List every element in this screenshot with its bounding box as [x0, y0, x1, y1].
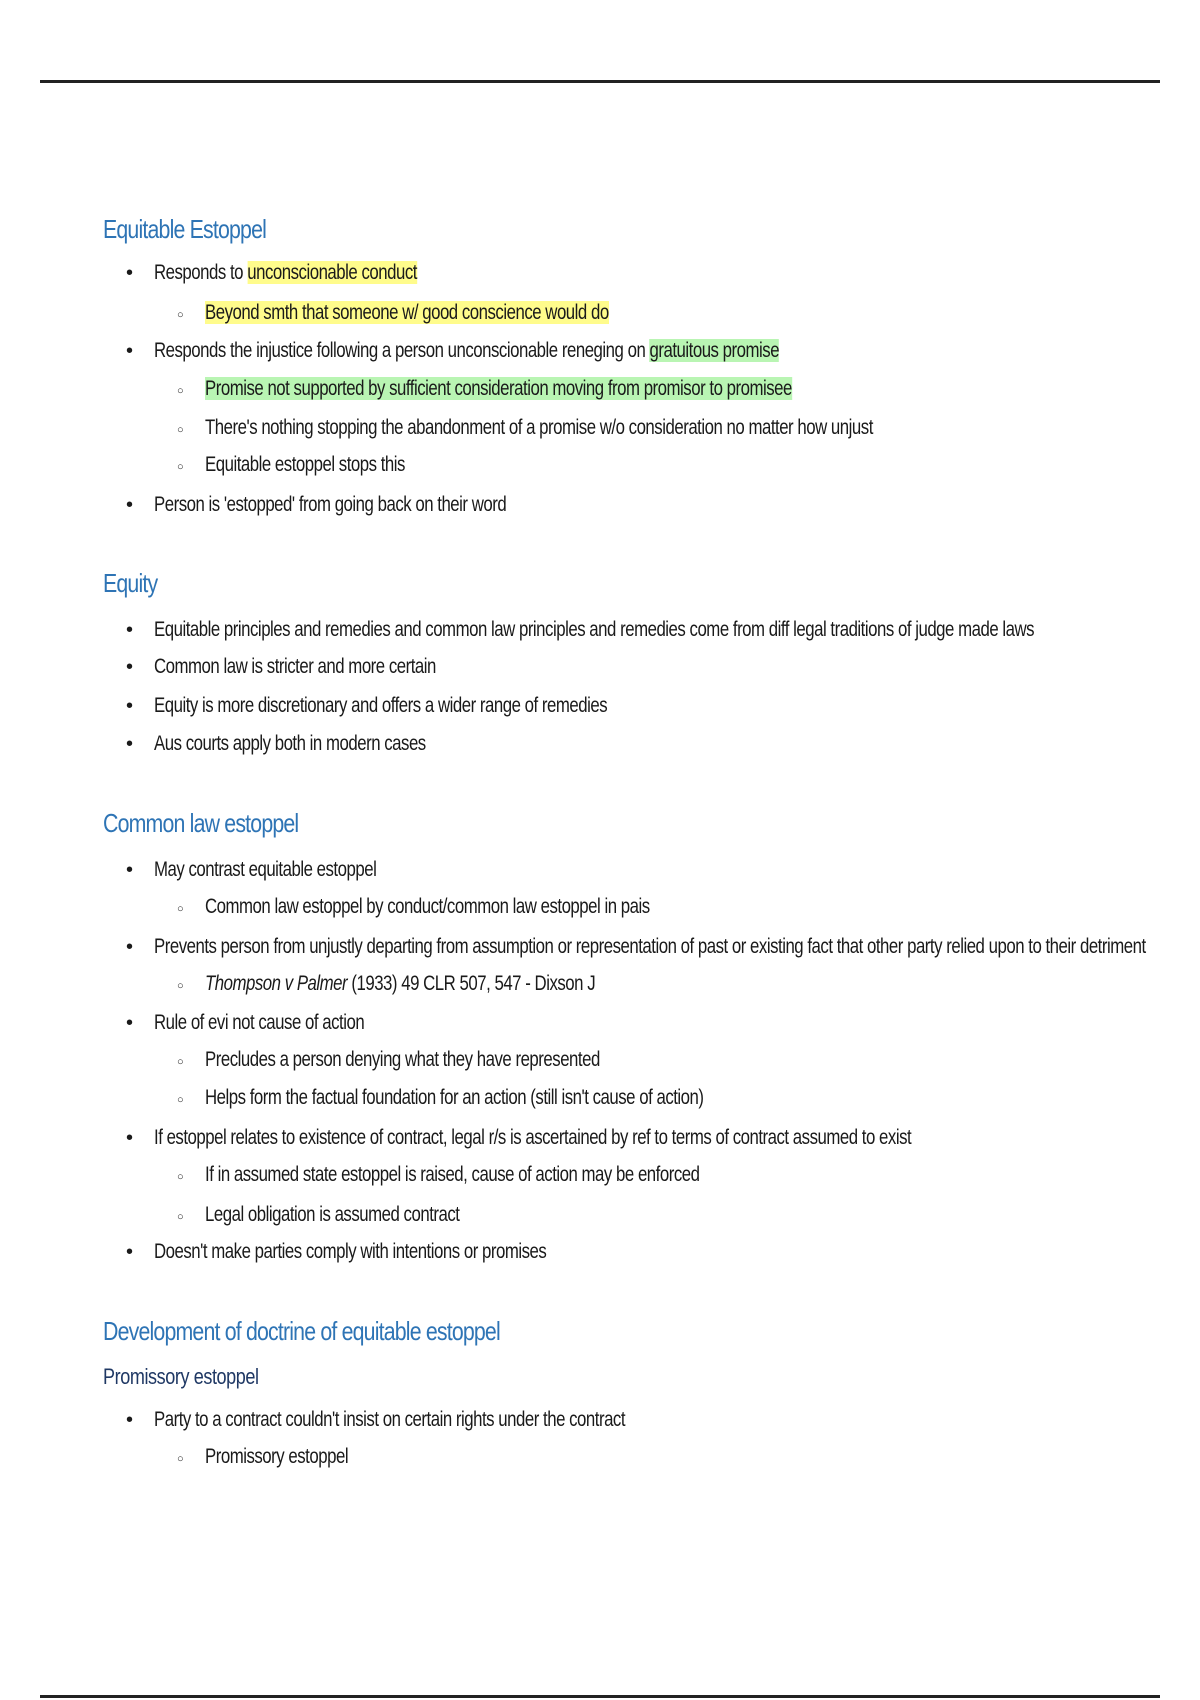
list-item: [177, 1442, 384, 1472]
highlighted-text: Beyond smth that someone w/ good conscience would do: [205, 301, 609, 324]
bullet-disc-icon: [126, 495, 154, 515]
list-item: [126, 615, 1200, 645]
list-item: [177, 450, 455, 480]
list-item-text: Rule of evi not cause of action: [154, 1011, 365, 1034]
bullet-circle-icon: [177, 1168, 205, 1183]
highlighted-text: unconscionable conduct: [247, 261, 417, 284]
list-item-text: Responds the injustice following a person unconscionable reneging on: [154, 339, 650, 362]
section-heading-common-law-estoppel: Common law estoppel: [103, 808, 299, 838]
list-item-text: Doesn't make parties comply with intentions or promises: [154, 1240, 547, 1263]
list-item: [177, 1083, 828, 1113]
list-item: [126, 1123, 1100, 1153]
highlighted-text: Promise not supported by sufficient consideration moving from promisor to promisee: [205, 377, 792, 400]
bullet-disc-icon: [126, 620, 154, 640]
list-item-text: There's nothing stopping the abandonment of a promise w/o consideration no matter how unjust: [205, 416, 873, 439]
bottom-rule: [40, 1695, 1160, 1698]
list-item-text: Responds to: [154, 261, 248, 284]
section-heading-development-of-doctrine: Development of doctrine of equitable estoppel: [103, 1316, 500, 1346]
bullet-circle-icon: [177, 977, 205, 992]
bullet-disc-icon: [126, 657, 154, 677]
section-heading-equitable-estoppel: Equitable Estoppel: [103, 214, 267, 244]
list-item: [177, 1200, 523, 1230]
list-item: [177, 892, 761, 922]
bullet-disc-icon: [126, 696, 154, 716]
list-item: [126, 1405, 743, 1435]
list-item: [126, 1237, 644, 1267]
bullet-disc-icon: [126, 263, 154, 283]
highlighted-text: gratuitous promise: [649, 339, 780, 362]
bullet-circle-icon: [177, 1208, 205, 1223]
list-item-text: Common law is stricter and more certain: [154, 655, 436, 678]
top-rule: [40, 80, 1160, 83]
list-item-text: May contrast equitable estoppel: [154, 858, 377, 881]
list-item-text: Common law estoppel by conduct/common law estoppel in pais: [205, 895, 650, 918]
list-item-text: Party to a contract couldn't insist on certain rights under the contract: [154, 1408, 626, 1431]
case-name: Thompson v Palmer: [205, 972, 348, 995]
list-item: [126, 490, 594, 520]
list-item: [177, 1160, 823, 1190]
list-item-text: Helps form the factual foundation for an action (still isn't cause of action): [205, 1086, 704, 1109]
list-item-text: Person is 'estopped' from going back on their word: [154, 493, 507, 516]
bullet-circle-icon: [177, 306, 205, 321]
bullet-circle-icon: [177, 1053, 205, 1068]
bullet-circle-icon: [177, 1091, 205, 1106]
bullet-disc-icon: [126, 1128, 154, 1148]
list-item: [126, 691, 720, 721]
list-item: [177, 298, 710, 328]
bullet-disc-icon: [126, 341, 154, 361]
list-item-text: If in assumed state estoppel is raised, cause of action may be enforced: [205, 1163, 700, 1186]
list-item-text: Aus courts apply both in modern cases: [154, 732, 426, 755]
list-item: [177, 969, 693, 999]
list-item-text: If estoppel relates to existence of contract, legal r/s is ascertained by ref to terms of contract assumed to exist: [154, 1126, 912, 1149]
list-item: [177, 1045, 699, 1075]
list-item: [177, 374, 939, 404]
list-item: [126, 855, 432, 885]
bullet-circle-icon: [177, 900, 205, 915]
list-item-text: Legal obligation is assumed contract: [205, 1203, 460, 1226]
bullet-disc-icon: [126, 1013, 154, 1033]
list-item: [126, 932, 1200, 962]
subheading-promissory-estoppel: Promissory estoppel: [103, 1364, 259, 1389]
bullet-disc-icon: [126, 937, 154, 957]
list-item: [126, 652, 506, 682]
bullet-circle-icon: [177, 1450, 205, 1465]
list-item-text: Prevents person from unjustly departing from assumption or representation of past or existing fact that other party relied upon to their detriment: [154, 935, 1146, 958]
list-item-text: Precludes a person denying what they have represented: [205, 1048, 600, 1071]
bullet-circle-icon: [177, 421, 205, 436]
list-item-text: Equitable principles and remedies and common law principles and remedies come from diff legal traditions of judge made laws: [154, 618, 1035, 641]
bullet-disc-icon: [126, 1242, 154, 1262]
list-item: [177, 413, 1040, 443]
list-item: [126, 729, 494, 759]
list-item-text: Equitable estoppel stops this: [205, 453, 405, 476]
bullet-circle-icon: [177, 382, 205, 397]
list-item-text: Promissory estoppel: [205, 1445, 349, 1468]
case-citation: (1933) 49 CLR 507, 547 - Dixson J: [347, 972, 596, 995]
section-heading-equity: Equity: [103, 568, 158, 598]
bullet-disc-icon: [126, 860, 154, 880]
list-item: [126, 258, 483, 288]
bullet-disc-icon: [126, 734, 154, 754]
bullet-disc-icon: [126, 1410, 154, 1430]
list-item: [126, 336, 935, 366]
bullet-circle-icon: [177, 458, 205, 473]
list-item: [126, 1008, 417, 1038]
list-item-text: Equity is more discretionary and offers a wider range of remedies: [154, 694, 608, 717]
